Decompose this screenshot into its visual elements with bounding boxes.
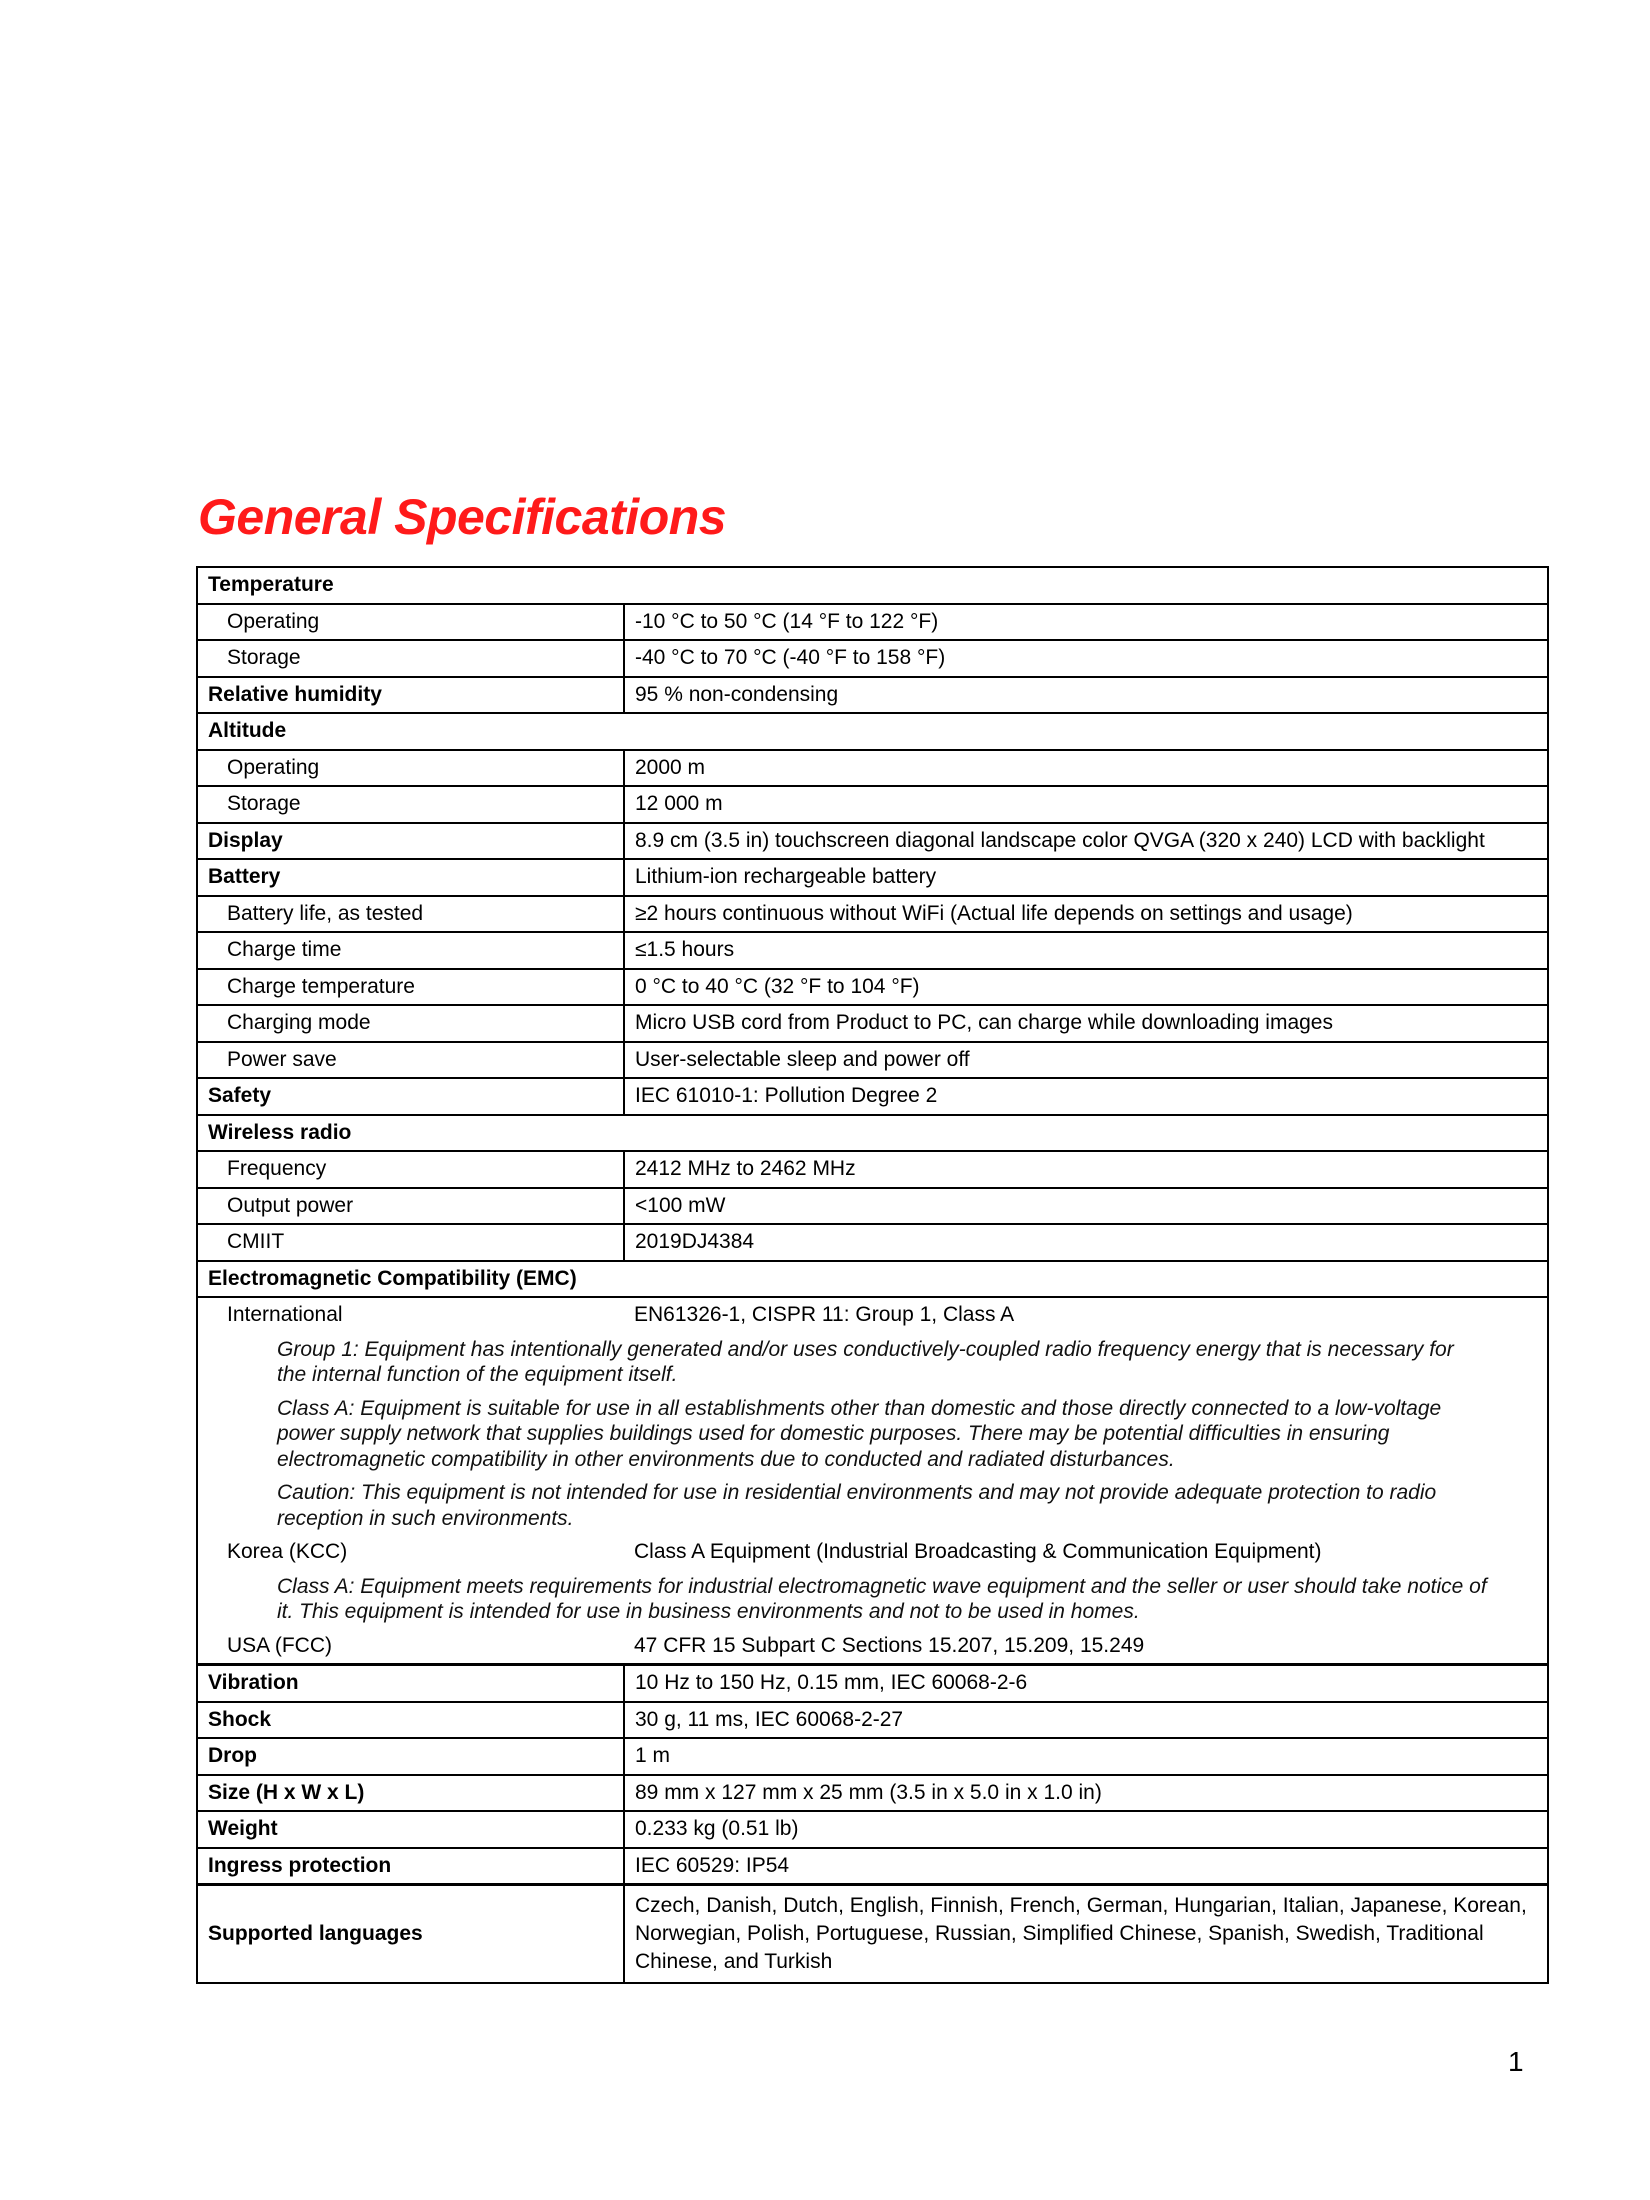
table-row	[197, 1005, 1548, 1042]
spec-label: International	[197, 1297, 624, 1333]
table-row	[197, 1115, 1548, 1152]
table-row	[197, 1738, 1548, 1775]
spec-label: Charge temperature	[197, 969, 624, 1006]
spec-value: 12 000 m	[624, 786, 1548, 823]
spec-value: Micro USB cord from Product to PC, can charge while downloading images	[624, 1005, 1548, 1042]
page-title: General Specifications	[198, 489, 727, 545]
spec-label: Output power	[197, 1188, 624, 1225]
spec-label: Storage	[197, 640, 624, 677]
table-row	[197, 713, 1548, 750]
spec-label: Ingress protection	[197, 1848, 624, 1885]
specifications-table	[196, 566, 1549, 1984]
table-row	[197, 859, 1548, 896]
page-number: 1	[1508, 2046, 1524, 2077]
spec-value: 1 m	[624, 1738, 1548, 1775]
table-row	[197, 1702, 1548, 1739]
spec-label: Weight	[197, 1811, 624, 1848]
spec-label: Storage	[197, 786, 624, 823]
emc-note-class-a: Class A: Equipment is suitable for use in all establishments other than domestic and those directly connected to a low-voltage power supply network that supplies buildings used for domestic purposes. There may be potential difficulties in ensuring electromagnetic compatibility in other environments due to conducted and radiated disturbances.	[197, 1392, 1548, 1477]
spec-label: Battery	[197, 859, 624, 896]
table-row	[197, 1476, 1548, 1535]
table-row	[197, 1629, 1548, 1665]
table-row	[197, 1775, 1548, 1812]
spec-label: Korea (KCC)	[197, 1535, 624, 1570]
table-row	[197, 677, 1548, 714]
emc-note-caution: Caution: This equipment is not intended for use in residential environments and may not provide adequate protection to radio reception in such environments.	[197, 1476, 1548, 1535]
emc-note-korea: Class A: Equipment meets requirements for industrial electromagnetic wave equipment and the seller or user should take notice of it. This equipment is intended for use in business environments and not to be used in homes.	[197, 1570, 1548, 1629]
spec-value: 30 g, 11 ms, IEC 60068-2-27	[624, 1702, 1548, 1739]
table-row	[197, 1665, 1548, 1702]
spec-value: 2019DJ4384	[624, 1224, 1548, 1261]
emc-note-group1: Group 1: Equipment has intentionally generated and/or uses conductively-coupled radio frequency energy that is necessary for the internal function of the equipment itself.	[197, 1333, 1548, 1392]
table-row	[197, 1042, 1548, 1079]
table-row	[197, 1151, 1548, 1188]
spec-value: 0.233 kg (0.51 lb)	[624, 1811, 1548, 1848]
spec-label: Vibration	[197, 1665, 624, 1702]
spec-label: Display	[197, 823, 624, 860]
table-row	[197, 1885, 1548, 1984]
table-row	[197, 1224, 1548, 1261]
section-header-temperature: Temperature	[197, 567, 1548, 604]
table-row	[197, 1848, 1548, 1885]
spec-value: <100 mW	[624, 1188, 1548, 1225]
spec-value: Lithium-ion rechargeable battery	[624, 859, 1548, 896]
table-row	[197, 640, 1548, 677]
spec-value: 47 CFR 15 Subpart C Sections 15.207, 15.209, 15.249	[624, 1629, 1548, 1665]
table-row	[197, 969, 1548, 1006]
spec-value: IEC 60529: IP54	[624, 1848, 1548, 1885]
table-row	[197, 1392, 1548, 1477]
table-row	[197, 1188, 1548, 1225]
spec-value: ≤1.5 hours	[624, 932, 1548, 969]
table-row	[197, 1297, 1548, 1333]
section-header-wireless: Wireless radio	[197, 1115, 1548, 1152]
table-row	[197, 1261, 1548, 1298]
table-row	[197, 1570, 1548, 1629]
table-row	[197, 1333, 1548, 1392]
spec-label: Battery life, as tested	[197, 896, 624, 933]
spec-value: -40 °C to 70 °C (-40 °F to 158 °F)	[624, 640, 1548, 677]
spec-value: IEC 61010-1: Pollution Degree 2	[624, 1078, 1548, 1115]
spec-label: Operating	[197, 604, 624, 641]
spec-value: 8.9 cm (3.5 in) touchscreen diagonal landscape color QVGA (320 x 240) LCD with backlight	[624, 823, 1548, 860]
spec-label: Operating	[197, 750, 624, 787]
spec-label: Shock	[197, 1702, 624, 1739]
spec-label: Charge time	[197, 932, 624, 969]
section-header-emc: Electromagnetic Compatibility (EMC)	[197, 1261, 1548, 1298]
table-row	[197, 567, 1548, 604]
spec-label: Relative humidity	[197, 677, 624, 714]
table-row	[197, 823, 1548, 860]
table-row	[197, 1535, 1548, 1570]
spec-label: Supported languages	[197, 1885, 624, 1984]
spec-label: CMIIT	[197, 1224, 624, 1261]
spec-label: Charging mode	[197, 1005, 624, 1042]
table-row	[197, 604, 1548, 641]
table-row	[197, 1811, 1548, 1848]
section-header-altitude: Altitude	[197, 713, 1548, 750]
spec-value: Class A Equipment (Industrial Broadcasting & Communication Equipment)	[624, 1535, 1548, 1570]
table-row	[197, 1078, 1548, 1115]
spec-label: Size (H x W x L)	[197, 1775, 624, 1812]
spec-value: 95 % non-condensing	[624, 677, 1548, 714]
spec-label: Safety	[197, 1078, 624, 1115]
spec-value: User-selectable sleep and power off	[624, 1042, 1548, 1079]
table-row	[197, 896, 1548, 933]
spec-value: 10 Hz to 150 Hz, 0.15 mm, IEC 60068-2-6	[624, 1665, 1548, 1702]
spec-label: Frequency	[197, 1151, 624, 1188]
table-row	[197, 750, 1548, 787]
spec-value: Czech, Danish, Dutch, English, Finnish, French, German, Hungarian, Italian, Japanese, Korean, Norwegian, Polish, Portuguese, Russian, Simplified Chinese, Spanish, Swedish, Traditional Chinese, and Turkish	[624, 1885, 1548, 1984]
spec-label: Drop	[197, 1738, 624, 1775]
table-row	[197, 786, 1548, 823]
table-row	[197, 932, 1548, 969]
spec-label: USA (FCC)	[197, 1629, 624, 1665]
spec-label: Power save	[197, 1042, 624, 1079]
spec-value: -10 °C to 50 °C (14 °F to 122 °F)	[624, 604, 1548, 641]
spec-value: 0 °C to 40 °C (32 °F to 104 °F)	[624, 969, 1548, 1006]
spec-value: EN61326-1, CISPR 11: Group 1, Class A	[624, 1297, 1548, 1333]
spec-value: 2000 m	[624, 750, 1548, 787]
spec-value: 2412 MHz to 2462 MHz	[624, 1151, 1548, 1188]
spec-value: 89 mm x 127 mm x 25 mm (3.5 in x 5.0 in x 1.0 in)	[624, 1775, 1548, 1812]
spec-value: ≥2 hours continuous without WiFi (Actual life depends on settings and usage)	[624, 896, 1548, 933]
